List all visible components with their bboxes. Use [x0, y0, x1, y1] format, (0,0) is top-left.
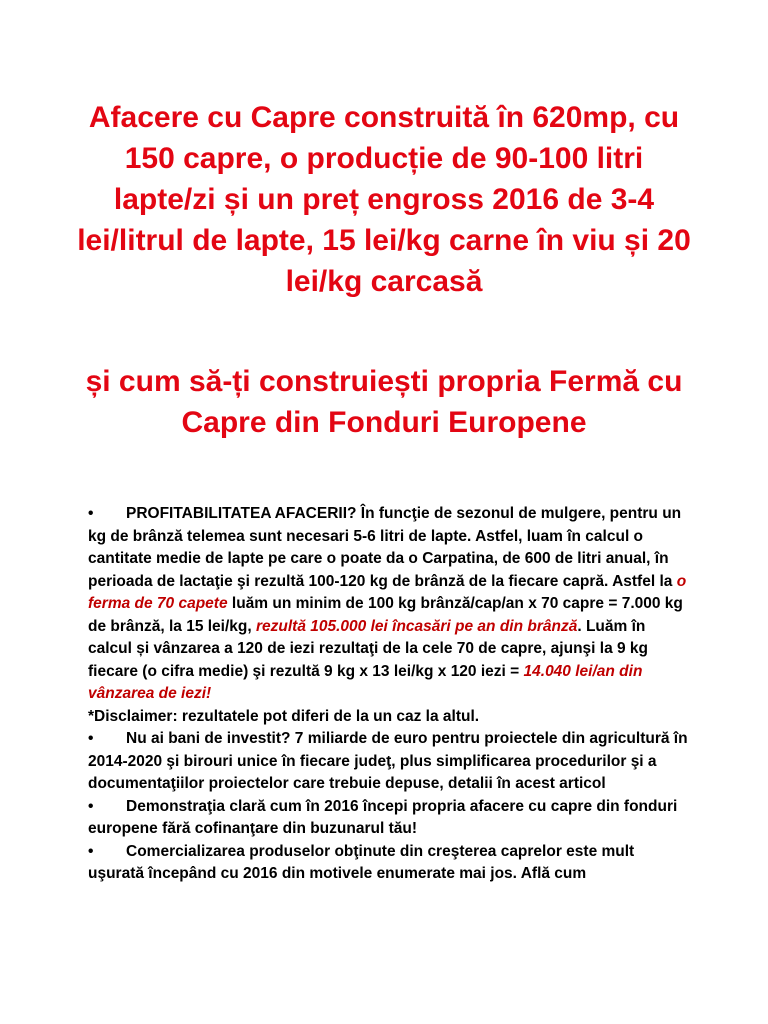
- commercialization-text: Comercializarea produselor obţinute din creşterea caprelor este mult uşurată începând cu 2016 din motivele enumerate mai jos. Află cum: [88, 842, 635, 882]
- profitability-text-3: . Luăm în calcul și vânzarea a 120 de iezi rezultaţi de la cele 70 de capre, ajunşi la 9 kg fiecare (o cifra medie) şi rezultă 9 kg x 13 lei/kg x 120 iezi =: [88, 617, 649, 680]
- highlight-kids-income: 14.040 lei/an din vânzarea de iezi!: [88, 662, 643, 702]
- profitability-text-2: luăm un minim de 100 kg brânză/cap/an x 70 capre = 7.000 kg de brânză, la 15 lei/kg,: [88, 595, 683, 635]
- highlight-farm-size: o ferma de 70 capete: [88, 572, 687, 612]
- main-title: Afacere cu Capre construită în 620mp, cu 150 capre, o producție de 90-100 litri lapte/zi și un preț engross 2016 de 3-4 lei/litrul de lapte, 15 lei/kg carne în viu și 20 lei/kg carcasă: [77, 101, 691, 298]
- bullet-icon: •: [88, 505, 94, 522]
- bullet-icon: •: [88, 797, 94, 815]
- disclaimer: *Disclaimer: rezultatele pot diferi de la un caz la altul.: [88, 707, 480, 725]
- document-body: [88, 503, 688, 886]
- highlight-cheese-income: rezultă 105.000 lei încasări pe an din brânză: [256, 617, 578, 635]
- paragraph-demonstration: [88, 796, 688, 841]
- profitability-text-1: PROFITABILITATEA AFACERII? În funcţie de sezonul de mulgere, pentru un kg de brânză telemea sunt necesari 5-6 litri de lapte. Astfel, luam în calcul o cantitate medie de lapte pe care o poate da o Carpatina, de 600 de litri anual, în perioada de lactaţie şi rezultă 100-120 kg de brânză de la fiecare capră. Astfel la: [88, 505, 682, 590]
- bullet-icon: •: [88, 842, 94, 860]
- paragraph-funding: [88, 728, 688, 796]
- paragraph-commercialization: [88, 841, 688, 886]
- funding-text: Nu ai bani de investit? 7 miliarde de euro pentru proiectele din agricultură în 2014-2020 şi birouri unice în fiecare judeţ, plus simplificarea procedurilor şi a documentaţiilor proiectelor care trebuie depuse, detalii în acest articol: [88, 730, 688, 792]
- bullet-icon: •: [88, 730, 94, 747]
- subtitle: și cum să-ți construiești propria Fermă cu Capre din Fonduri Europene: [85, 365, 683, 439]
- demonstration-text: Demonstraţia clară cum în 2016 începi propria afacere cu capre din fonduri europene fără cofinanţare din buzunarul tău!: [88, 797, 678, 837]
- paragraph-profitability: [88, 503, 688, 706]
